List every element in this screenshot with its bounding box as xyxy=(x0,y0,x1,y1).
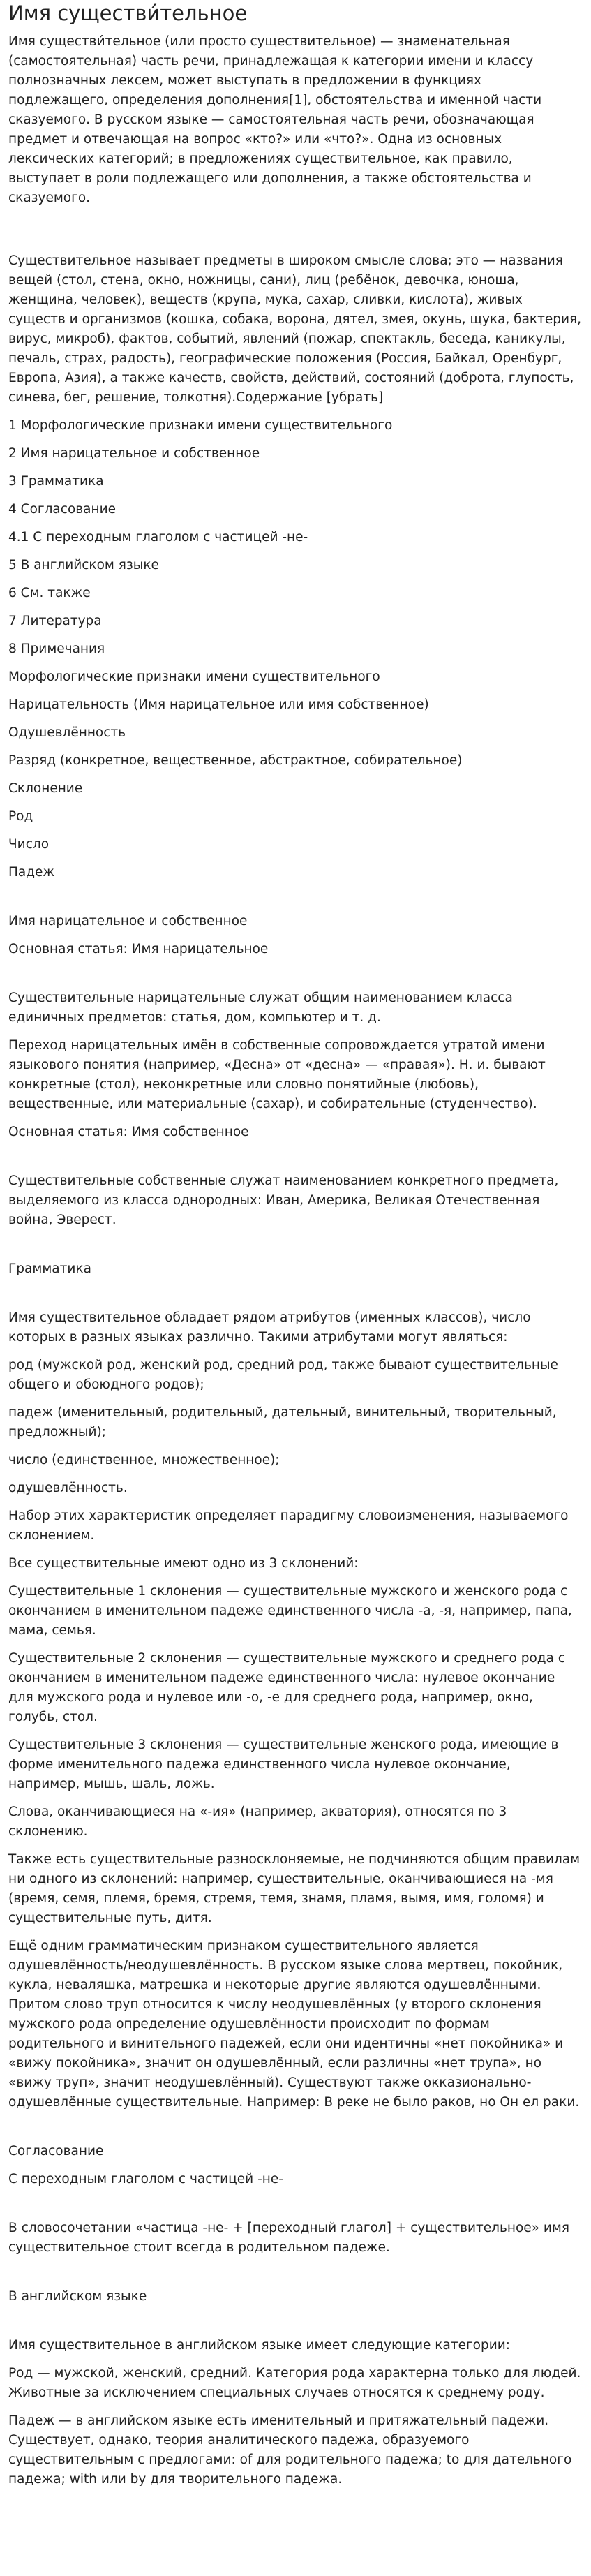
toc-link-1[interactable]: 1 Морфологические признаки имени существительного xyxy=(8,418,393,433)
morph-item: Число xyxy=(8,837,50,852)
spacer xyxy=(8,216,583,251)
grammar-paragraph: Существительные 1 склонения — существительные мужского и женского рода с окончанием в именительном падеже единственного числа -а, -я, например, папа, мама, семья. xyxy=(8,1584,572,1638)
agreement-paragraph: В словосочетании «частица -не- + [переходный глагол] + существительное» имя существительное стоит всегда в родительном падеже. xyxy=(8,2221,570,2255)
english-paragraph: Падеж — в английском языке есть именительный и притяжательный падежи. Существует, однако, теория аналитического падежа, образуемого существительным с предлогами: of для родительного падежа; to для дательного падежа; with или by для творительного падежа. xyxy=(8,2413,572,2487)
spacer xyxy=(8,2266,583,2287)
morph-item: Одушевлённость xyxy=(8,725,126,740)
spacer xyxy=(8,1287,583,1308)
grammar-paragraph: Слова, оканчивающиеся на «-ия» (например, акватория), относятся по 3 склонению. xyxy=(8,1805,507,1839)
page-title: Имя существи́тельное xyxy=(8,1,248,25)
morph-item: Нарицательность (Имя нарицательное или имя собственное) xyxy=(8,697,429,712)
toc-link-4-1[interactable]: 4.1 С переходным глаголом с частицей -не- xyxy=(8,530,308,545)
toc-link-7[interactable]: 7 Литература xyxy=(8,614,102,628)
common-paragraph-3: Существительные собственные служат наименованием конкретного предмета, выделяемого из класса однородных: Иван, Америка, Великая Отечественная война, Эверест. xyxy=(8,1174,559,1227)
table-of-contents xyxy=(8,416,583,659)
common-paragraph-2: Переход нарицательных имён в собственные сопровождается утратой имени языкового понятия (например, «Десна» от «десна» — «правая»). Н. и. бывают конкретные (стол), неконкретные или словно понятийные (любовь), вещественные, или материальные (сахар), и собирательные (студенчество). xyxy=(8,1038,546,1111)
intro-paragraph: Имя существи́тельное (или просто существительное) — знаменательная (самостоятельная) часть речи, принадлежащая к категории имени и классу полнозначных лексем, может выступать в предложении в функциях подлежащего, определения дополнения[1], обстоятельства и именной части сказуемого. В русском языке — самостоятельная часть речи, обозначающая предмет и отвечающая на вопрос «кто?» или «что?». Одна из основных лексических категорий; в предложениях существительное, как правило, выступает в роли подлежащего или дополнения, а также обстоятельства и сказуемого. xyxy=(8,34,542,205)
toc-link-4[interactable]: 4 Согласование xyxy=(8,502,116,517)
toc-link-2[interactable]: 2 Имя нарицательное и собственное xyxy=(8,446,260,461)
toc-link-6[interactable]: 6 См. также xyxy=(8,586,91,600)
grammar-paragraph: одушевлённость. xyxy=(8,1481,128,1495)
agreement-heading: Согласование xyxy=(8,2144,104,2159)
grammar-paragraph: Набор этих характеристик определяет парадигму словоизменения, называемого склонением. xyxy=(8,1509,569,1543)
morph-heading: Морфологические признаки имени существительного xyxy=(8,669,380,684)
main-article-link[interactable]: Основная статья: Имя нарицательное xyxy=(8,942,269,956)
spacer xyxy=(8,2121,583,2142)
grammar-paragraph: род (мужской род, женский род, средний род, также бывают существительные общего и обоюдного родов); xyxy=(8,1358,558,1392)
morph-item: Падеж xyxy=(8,865,55,880)
english-paragraph: Имя существительное в английском языке имеет следующие категории: xyxy=(8,2338,511,2353)
morph-item: Разряд (конкретное, вещественное, абстрактное, собирательное) xyxy=(8,753,463,768)
grammar-paragraph: Все существительные имеют одно из 3 склонений: xyxy=(8,1556,359,1571)
toc-link-5[interactable]: 5 В английском языке xyxy=(8,558,159,572)
morph-item: Склонение xyxy=(8,781,83,796)
english-paragraph: Род — мужской, женский, средний. Категория рода характерна только для людей. Животные за исключением специальных случаев относятся к среднему роду. xyxy=(8,2366,581,2400)
spacer xyxy=(8,2315,583,2336)
spacer xyxy=(8,1150,583,1171)
grammar-heading: Грамматика xyxy=(8,1261,91,1276)
grammar-paragraph: Ещё одним грамматическим признаком существительного является одушевлённость/неодушевлённость. В русском языке слова мертвец, покойник, кукла, неваляшка, матрешка и некоторые другие являются одушевлёнными. Притом слово труп относится к числу неодушевлённых (у второго склонения мужского рода определение одушевлённости происходит по формам родительного и винительного падежей, если они идентичны «нет покойника» и «вижу покойника», значит он одушевлённый, если различны «нет трупа», но «вижу труп», значит неодушевлённый). Существуют также окказионально-одушевлённые существительные. Например: В реке не было раков, но Он ел раки. xyxy=(8,1939,580,2110)
english-heading: В английском языке xyxy=(8,2289,147,2304)
morph-item: Род xyxy=(8,809,33,824)
common-heading: Имя нарицательное и собственное xyxy=(8,914,248,928)
spacer xyxy=(8,968,583,989)
common-paragraph-1: Существительные нарицательные служат общим наименованием класса единичных предметов: статья, дом, компьютер и т. д. xyxy=(8,991,513,1025)
spacer xyxy=(8,2198,583,2219)
grammar-paragraph: Имя существительное обладает рядом атрибутов (именных классов), число которых в разных языках различно. Такими атрибутами могут являться: xyxy=(8,1310,531,1345)
toc-link-8[interactable]: 8 Примечания xyxy=(8,642,105,656)
spacer xyxy=(8,891,583,912)
toc-link-3[interactable]: 3 Грамматика xyxy=(8,474,104,489)
main-article-link[interactable]: Основная статья: Имя собственное xyxy=(8,1125,249,1139)
grammar-paragraph: Также есть существительные разносклоняемые, не подчиняются общим правилам ни одного из склонений: например, существительные, оканчивающиеся на -мя (время, семя, племя, бремя, стремя, темя, знамя, пламя, вымя, имя, голомя) и существительные путь, дитя. xyxy=(8,1852,581,1925)
grammar-paragraph: Существительные 2 склонения — существительные мужского и среднего рода с окончанием в именительном падеже единственного числа: нулевое окончание для мужского рода и нулевое или -о, -е для среднего рода, например, окно, голубь, стол. xyxy=(8,1651,565,1724)
grammar-paragraph: Существительные 3 склонения — существительные женского рода, имеющие в форме именительного падежа единственного числа нулевое окончание, например, мышь, шаль, ложь. xyxy=(8,1738,559,1791)
agreement-subheading: С переходным глаголом с частицей -не- xyxy=(8,2172,283,2186)
grammar-paragraph: падеж (именительный, родительный, дательный, винительный, творительный, предложный); xyxy=(8,1405,557,1439)
intro-paragraph-2: Существительное называет предметы в широком смысле слова; это — названия вещей (стол, стена, окно, ножницы, сани), лиц (ребёнок, девочка, юноша, женщина, человек), веществ (крупа, мука, сахар, сливки, кислота), живых существ и организмов (кошка, собака, ворона, дятел, змея, окунь, щука, бактерия, вирус, микроб), фактов, событий, явлений (пожар, спектакль, беседа, каникулы, печаль, страх, радость), географические положения (Россия, Байкал, Оренбург, Европа, Азия), а также качеств, свойств, действий, состояний (доброта, глупость, синева, бег, решение, толкотня).Содержание [убрать] xyxy=(8,253,582,405)
spacer xyxy=(8,1238,583,1259)
grammar-paragraph: число (единственное, множественное); xyxy=(8,1453,280,1467)
